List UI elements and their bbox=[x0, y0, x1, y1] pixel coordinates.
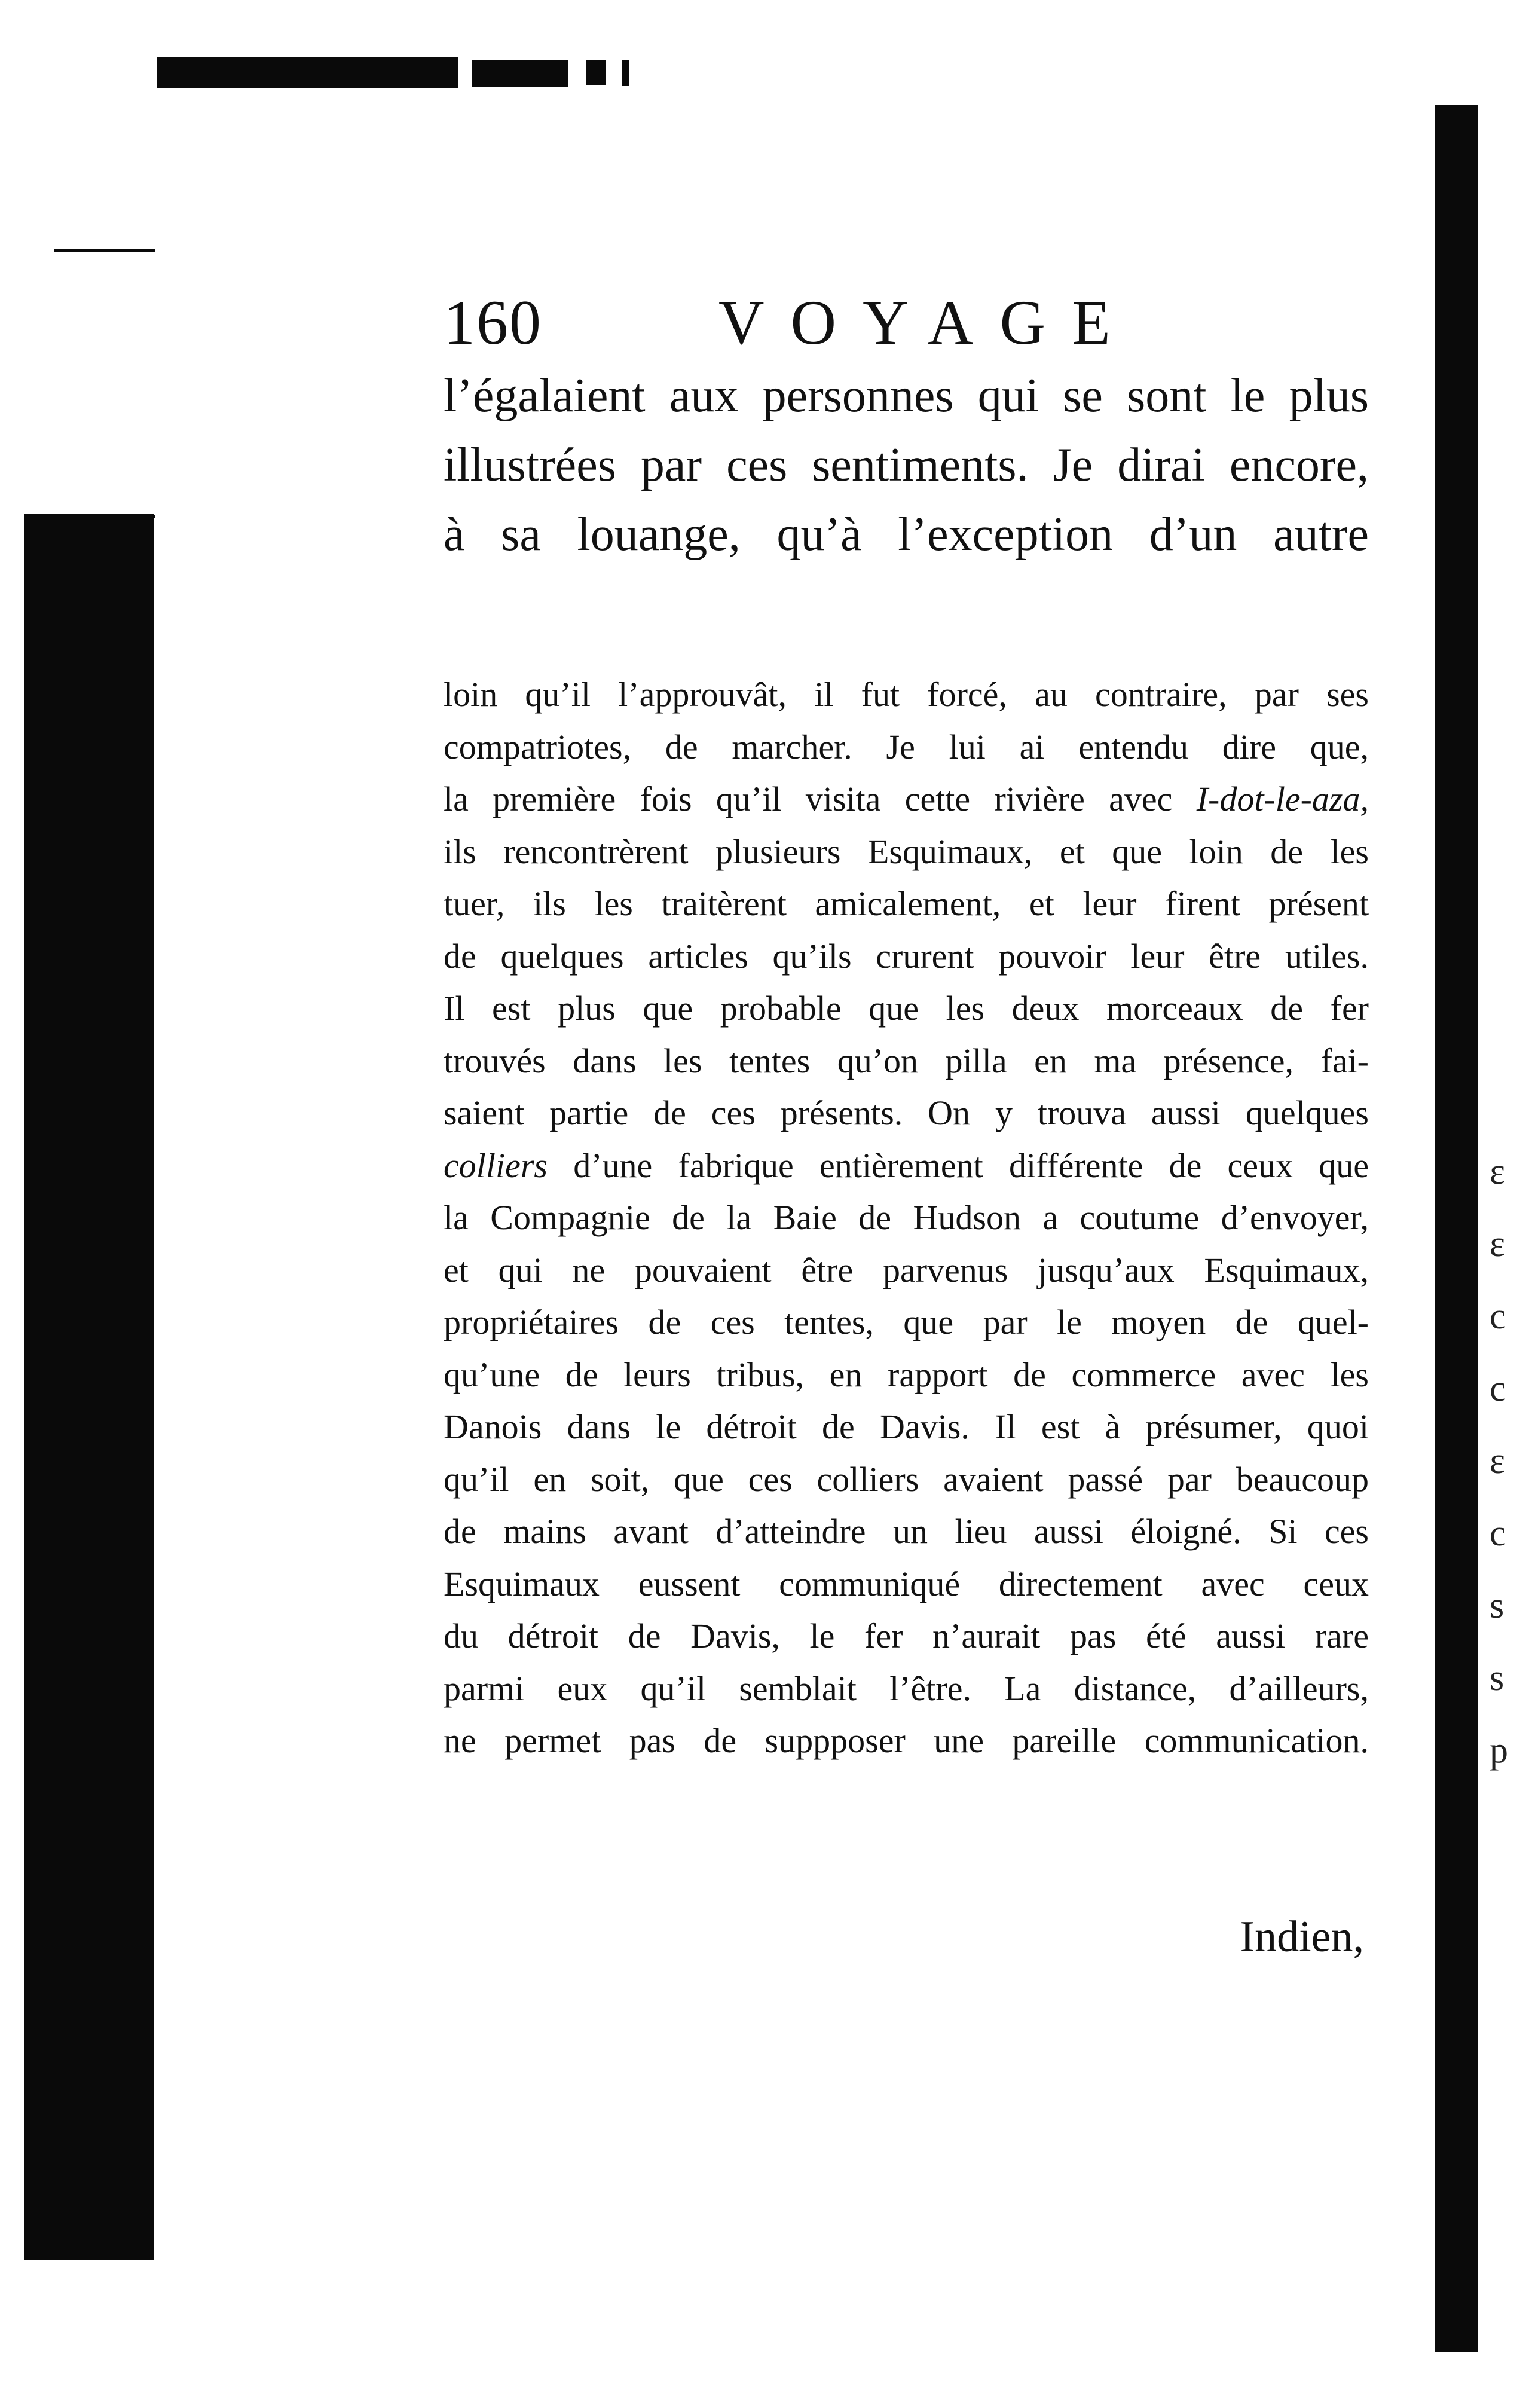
text-line: Il est plus que probable que les deux morceaux de fer bbox=[444, 989, 1369, 1028]
main-paragraph bbox=[444, 668, 1369, 1767]
text-line: Danois dans le détroit de Davis. Il est à présumer, quoi bbox=[444, 1407, 1369, 1446]
text-line: à sa louange, qu’à l’exception d’un autre bbox=[444, 508, 1369, 561]
text-line: trouvés dans les tentes qu’on pilla en ma présence, fai- bbox=[444, 1041, 1369, 1080]
scan-rule bbox=[132, 515, 155, 518]
text-line: de quelques articles qu’ils crurent pouvoir leur être utiles. bbox=[444, 936, 1369, 976]
text-span: d’une fabrique entièrement différente de ceux que bbox=[573, 1145, 1369, 1185]
margin-fragment: s bbox=[1490, 1585, 1504, 1626]
running-title: VOYAGE bbox=[718, 288, 1137, 357]
margin-fragment: p bbox=[1490, 1730, 1508, 1771]
margin-fragment: ɛ bbox=[1490, 1224, 1506, 1264]
scan-top-mark bbox=[472, 60, 568, 87]
margin-fragment: c bbox=[1490, 1296, 1506, 1337]
scan-top-mark bbox=[157, 57, 458, 88]
page-number: 160 bbox=[444, 288, 542, 357]
scan-rule bbox=[54, 249, 155, 252]
text-line: la Compagnie de la Baie de Hudson a coutume d’envoyer, bbox=[444, 1198, 1369, 1237]
text-line: Esquimaux eussent communiqué directement avec ceux bbox=[444, 1564, 1369, 1603]
text-line: saient partie de ces présents. On y trouva aussi quelques bbox=[444, 1093, 1369, 1132]
margin-fragment: s bbox=[1490, 1658, 1504, 1698]
margin-fragment: ɛ bbox=[1490, 1151, 1506, 1192]
italic-name: I-dot-le-aza, bbox=[1196, 780, 1369, 818]
catchword: Indien, bbox=[1240, 1912, 1364, 1961]
scan-top-mark bbox=[622, 60, 629, 86]
text-span: la première fois qu’il visita cette rivière avec bbox=[444, 780, 1173, 818]
text-line bbox=[444, 1139, 1369, 1192]
text-line bbox=[444, 773, 1369, 826]
text-line: l’égalaient aux personnes qui se sont le plus bbox=[444, 369, 1369, 422]
scan-right-dark-edge bbox=[1435, 105, 1478, 2352]
text-line: propriétaires de ces tentes, que par le moyen de quel- bbox=[444, 1303, 1369, 1341]
margin-fragment: ɛ bbox=[1490, 1441, 1506, 1481]
text-line: qu’une de leurs tribus, en rapport de commerce avec les bbox=[444, 1355, 1369, 1394]
scan-top-mark bbox=[586, 60, 606, 85]
text-line: loin qu’il l’approuvât, il fut forcé, au contraire, par ses bbox=[444, 675, 1369, 714]
scan-left-dark-edge bbox=[24, 514, 154, 2260]
right-margin-fragments bbox=[1490, 1136, 1525, 1787]
text-line: ne permet pas de suppposer une pareille communication. bbox=[444, 1721, 1369, 1760]
margin-fragment: c bbox=[1490, 1368, 1506, 1409]
text-line: illustrées par ces sentiments. Je dirai encore, bbox=[444, 439, 1369, 491]
page-header bbox=[444, 287, 1137, 359]
text-line: tuer, ils les traitèrent amicalement, et leur firent présent bbox=[444, 884, 1369, 923]
margin-fragment: c bbox=[1490, 1513, 1506, 1554]
text-line: compatriotes, de marcher. Je lui ai entendu dire que, bbox=[444, 727, 1369, 766]
text-line: et qui ne pouvaient être parvenus jusqu’aux Esquimaux, bbox=[444, 1250, 1369, 1289]
top-paragraph bbox=[444, 361, 1369, 569]
text-line: de mains avant d’atteindre un lieu aussi éloigné. Si ces bbox=[444, 1512, 1369, 1551]
text-line: du détroit de Davis, le fer n’aurait pas été aussi rare bbox=[444, 1616, 1369, 1655]
italic-word: colliers bbox=[444, 1145, 548, 1185]
text-line: parmi eux qu’il semblait l’être. La distance, d’ailleurs, bbox=[444, 1669, 1369, 1708]
text-line: qu’il en soit, que ces colliers avaient passé par beaucoup bbox=[444, 1459, 1369, 1499]
text-line: ils rencontrèrent plusieurs Esquimaux, et que loin de les bbox=[444, 832, 1369, 871]
